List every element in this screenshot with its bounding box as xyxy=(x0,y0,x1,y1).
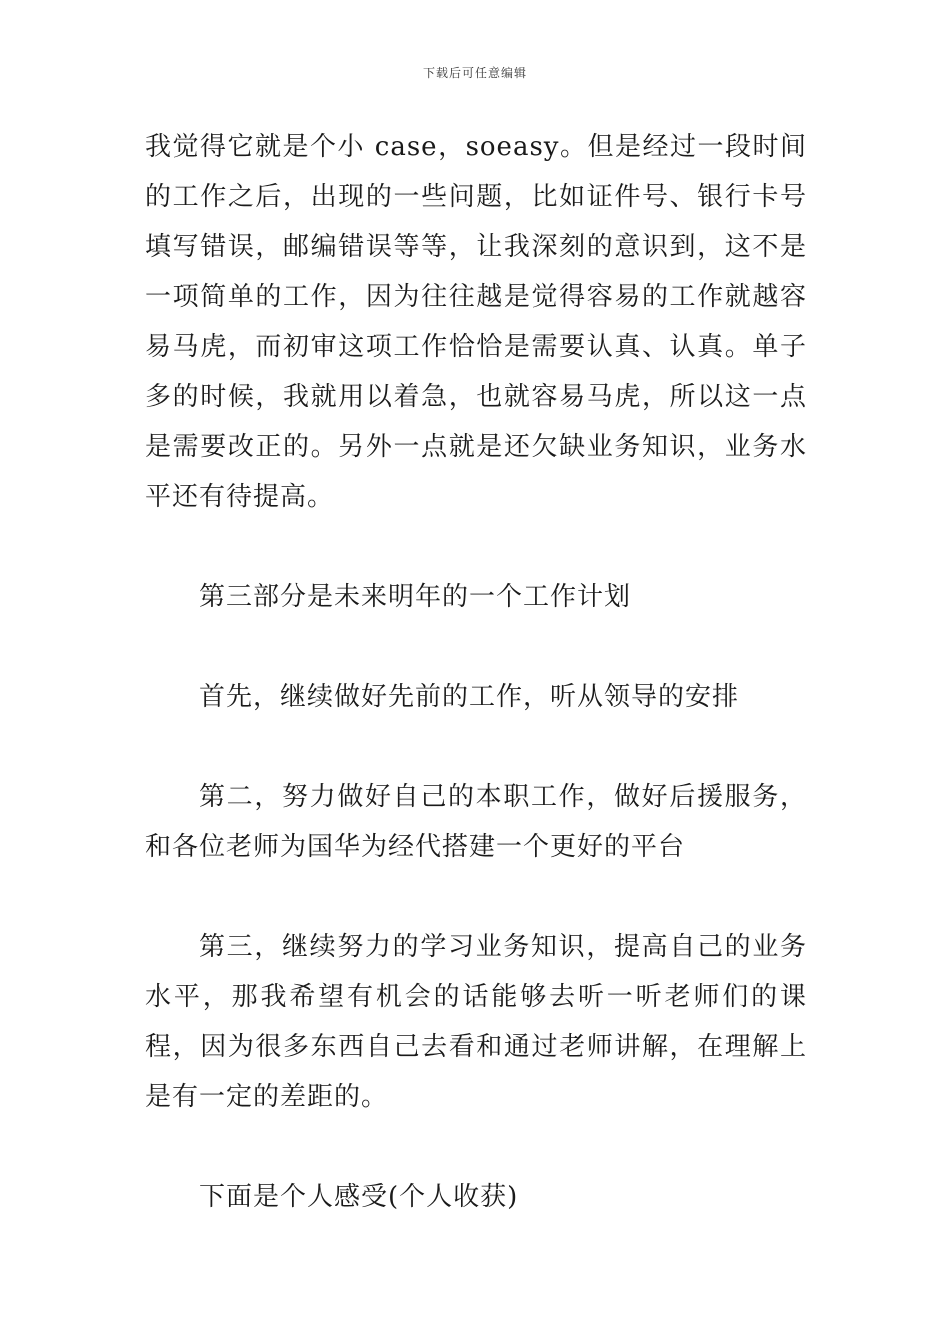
page-header: 下载后可任意编辑 xyxy=(422,66,527,80)
paragraph-plan-first: 首先，继续做好先前的工作，听从领导的安排 xyxy=(199,682,740,712)
paragraph-continuation: 我觉得它就是个小 case，soeasy。但是经过一段时间的工作之后，出现的一些问题，比如证件号、银行卡号填写错误，邮编错误等等，让我深刻的意识到，这不是一项简单的工作，因为往往越是觉得容易的工作就越容易马虎，而初审这项工作恰恰是需要认真、认真。单子多的时候，我就用以着急，也就容易马虎，所以这一点是需要改正的。另外一点就是还欠缺业务知识，业务水平还有待提高。 xyxy=(145,132,807,512)
paragraph-section-heading: 第三部分是未来明年的一个工作计划 xyxy=(199,582,632,612)
paragraph-plan-second: 第二，努力做好自己的本职工作，做好后援服务，和各位老师为国华为经代搭建一个更好的平台 xyxy=(145,782,807,862)
paragraph-personal-feelings: 下面是个人感受(个人收获) xyxy=(199,1182,519,1212)
document-body xyxy=(145,122,807,1222)
paragraph-plan-third: 第三，继续努力的学习业务知识，提高自己的业务水平，那我希望有机会的话能够去听一听老师们的课程，因为很多东西自己去看和通过老师讲解，在理解上是有一定的差距的。 xyxy=(145,932,807,1112)
